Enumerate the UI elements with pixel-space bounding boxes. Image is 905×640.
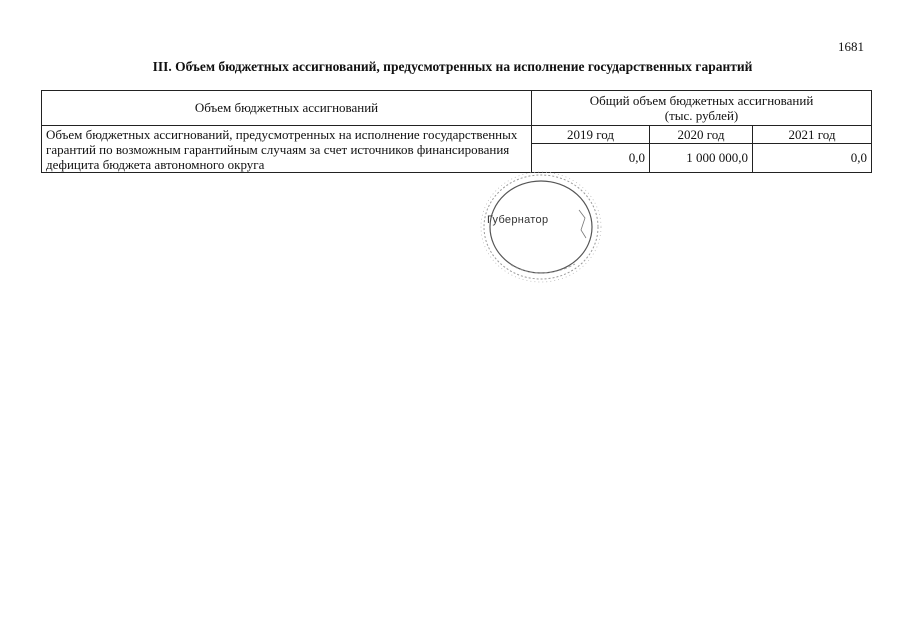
value-2019: 0,0 [532,144,650,173]
section-title: III. Объем бюджетных ассигнований, предусмотренных на исполнение государственных гарантий [152,59,753,74]
year-2020-header: 2020 год [650,126,753,144]
header-total-unit: (тыс. рублей) [664,108,739,123]
header-total-appropriations [532,91,872,126]
appropriations-table [41,90,872,173]
value-2021: 0,0 [753,144,872,173]
row-description: Объем бюджетных ассигнований, предусмотренных на исполнение государственных гарантий по возможным гарантийным случаям за счет источников финансирования дефицита бюджета автономного округа [42,126,532,173]
page-number: 1681 [838,39,864,54]
official-seal-stamp [471,170,611,290]
year-2021-header: 2021 год [753,126,872,144]
seal-label: Губернатор [487,214,549,226]
table-header-row [42,91,872,126]
value-2020: 1 000 000,0 [650,144,753,173]
year-2019-header: 2019 год [532,126,650,144]
table-row [42,126,872,144]
header-total-title: Общий объем бюджетных ассигнований [589,93,814,108]
header-appropriations: Объем бюджетных ассигнований [42,91,532,126]
